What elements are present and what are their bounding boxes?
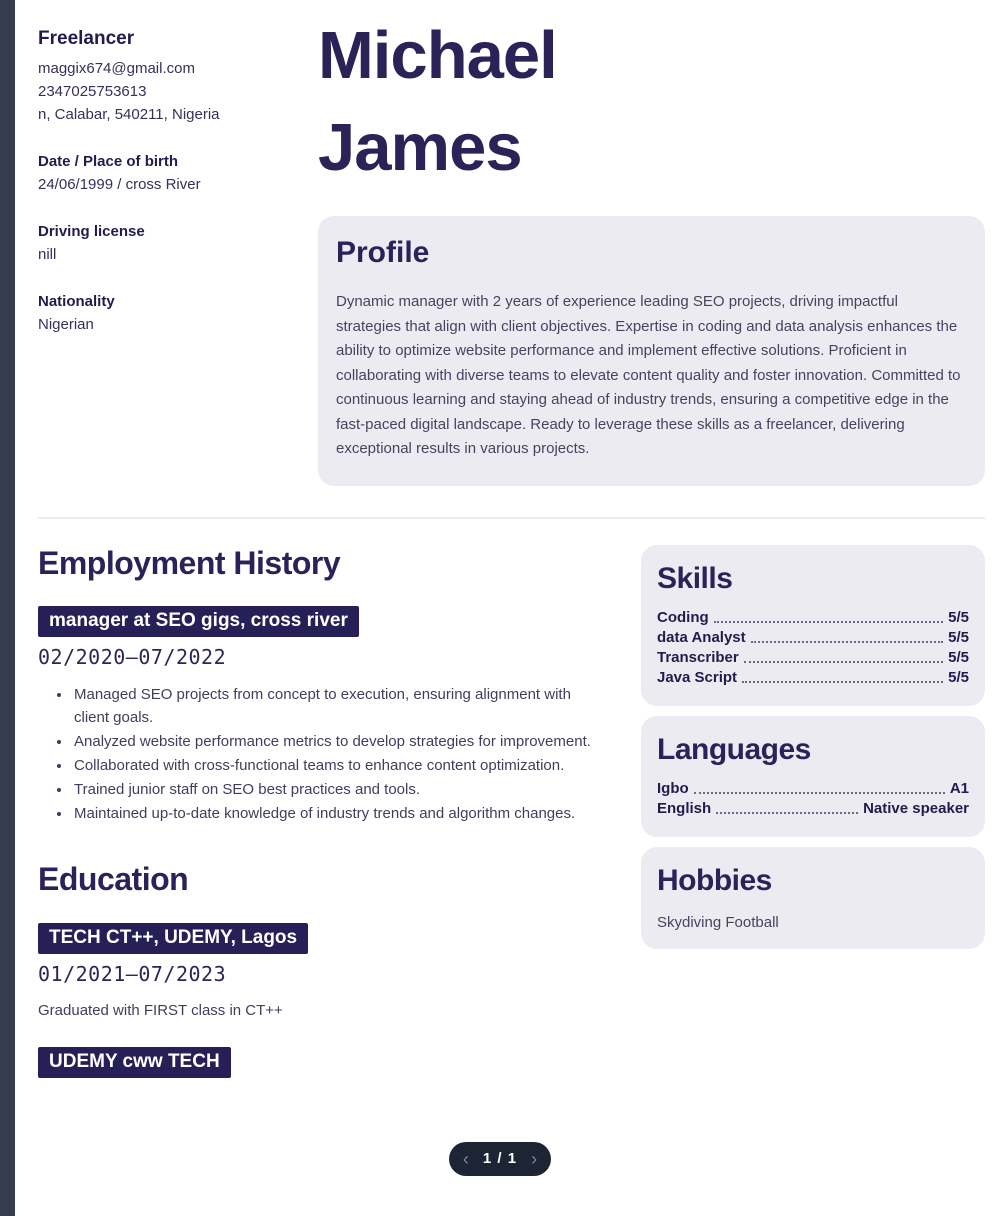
job-bullet: • Managed SEO projects from concept to execution, ensuring alignment with client goals. (72, 683, 603, 729)
education-chip: UDEMY cww TECH (38, 1047, 231, 1078)
language-level: Native speaker (863, 799, 969, 817)
hobbies-section (641, 847, 985, 949)
profile-title: Profile (336, 236, 430, 269)
language-row (657, 799, 969, 819)
languages-section (641, 716, 985, 837)
skill-row (657, 648, 969, 668)
nationality-group (38, 290, 318, 336)
education-chip: TECH CT++, UDEMY, Lagos (38, 923, 308, 954)
leader-dots (742, 681, 943, 683)
education-entry (38, 1019, 603, 1078)
leader-dots (716, 812, 858, 814)
skill-level: 5/5 (948, 668, 969, 686)
language-name: English (657, 799, 712, 817)
side-column (641, 545, 985, 1078)
skill-level: 5/5 (948, 608, 969, 626)
phone-text: 2347025753613 (38, 83, 147, 100)
preview-left-edge (0, 0, 15, 1216)
birth-label: Date / Place of birth (38, 153, 179, 170)
job-bullet-list (72, 683, 603, 825)
skill-name: Transcriber (657, 648, 739, 666)
birth-value: 24/06/1999 / cross River (38, 176, 201, 193)
skills-section (641, 545, 985, 706)
leader-dots (744, 661, 943, 663)
education-dates: 01/2021—07/2023 (38, 961, 227, 986)
resume-page (15, 0, 1000, 1176)
languages-title: Languages (657, 732, 811, 766)
chevron-right-icon[interactable]: › (531, 1148, 538, 1169)
hobbies-text: Skydiving Football (657, 913, 779, 931)
language-row (657, 779, 969, 799)
leader-dots (751, 641, 944, 643)
language-level: A1 (949, 779, 969, 797)
job-bullet: • Trained junior staff on SEO best practices and tools. (72, 778, 603, 801)
candidate-name (318, 10, 985, 194)
name-line1: Michael (318, 18, 557, 93)
nationality-label: Nationality (38, 293, 115, 310)
skills-list (657, 608, 969, 688)
license-label: Driving license (38, 223, 145, 240)
pagination-area (15, 1142, 985, 1176)
resume-header (15, 0, 985, 486)
name-line2: James (318, 110, 522, 185)
job-bullet: • Analyzed website performance metrics to develop strategies for improvement. (72, 730, 603, 753)
job-dates: 02/2020—07/2022 (38, 644, 227, 669)
job-title-chip: manager at SEO gigs, cross river (38, 606, 359, 637)
profile-text: Dynamic manager with 2 years of experience leading SEO projects, driving impactful strategies that align with client objectives. Expertise in coding and data analysis enhances the ability to optimize website performance and implement effective solutions. Proficient in collaborating with diverse teams to elevate content quality and foster innovation. Committed to continuous learning and staying ahead of industry trends, ensuring a competitive edge in the fast-paced digital landscape. Ready to leverage these skills as a freelancer, delivering exceptional results in various projects. (336, 293, 961, 457)
address-text: n, Calabar, 540211, Nigeria (38, 106, 220, 123)
header-main (318, 18, 985, 486)
employment-entry (38, 582, 603, 825)
main-column (38, 545, 603, 1078)
skills-title: Skills (657, 561, 733, 595)
job-bullet: • Maintained up-to-date knowledge of industry trends and algorithm changes. (72, 802, 603, 825)
hobbies-title: Hobbies (657, 863, 772, 897)
leader-dots (714, 621, 943, 623)
chevron-left-icon[interactable]: ‹ (462, 1148, 469, 1169)
language-name: Igbo (657, 779, 689, 797)
skill-name: Java Script (657, 668, 738, 686)
license-value: nill (38, 246, 57, 263)
resume-body (15, 519, 985, 1078)
skill-level: 5/5 (948, 648, 969, 666)
languages-list (657, 779, 969, 819)
birth-group (38, 150, 318, 196)
nationality-value: Nigerian (38, 316, 94, 333)
page-indicator: 1 / 1 (482, 1150, 518, 1167)
skill-row (657, 628, 969, 648)
education-note: Graduated with FIRST class in CT++ (38, 1001, 283, 1019)
leader-dots (694, 792, 945, 794)
email-text: maggix674@gmail.com (38, 60, 195, 77)
job-bullet: • Collaborated with cross-functional teams to enhance content optimization. (72, 754, 603, 777)
skill-row (657, 668, 969, 688)
skill-name: data Analyst (657, 628, 746, 646)
education-title: Education (38, 860, 189, 897)
employment-history-title: Employment History (38, 544, 341, 581)
job-title: Freelancer (38, 28, 135, 49)
education-entry (38, 898, 603, 1019)
personal-details-sidebar (38, 24, 318, 486)
profile-section (318, 216, 985, 486)
page-navigator[interactable] (449, 1142, 551, 1176)
license-group (38, 220, 318, 266)
skill-row (657, 608, 969, 628)
skill-name: Coding (657, 608, 709, 626)
skill-level: 5/5 (948, 628, 969, 646)
